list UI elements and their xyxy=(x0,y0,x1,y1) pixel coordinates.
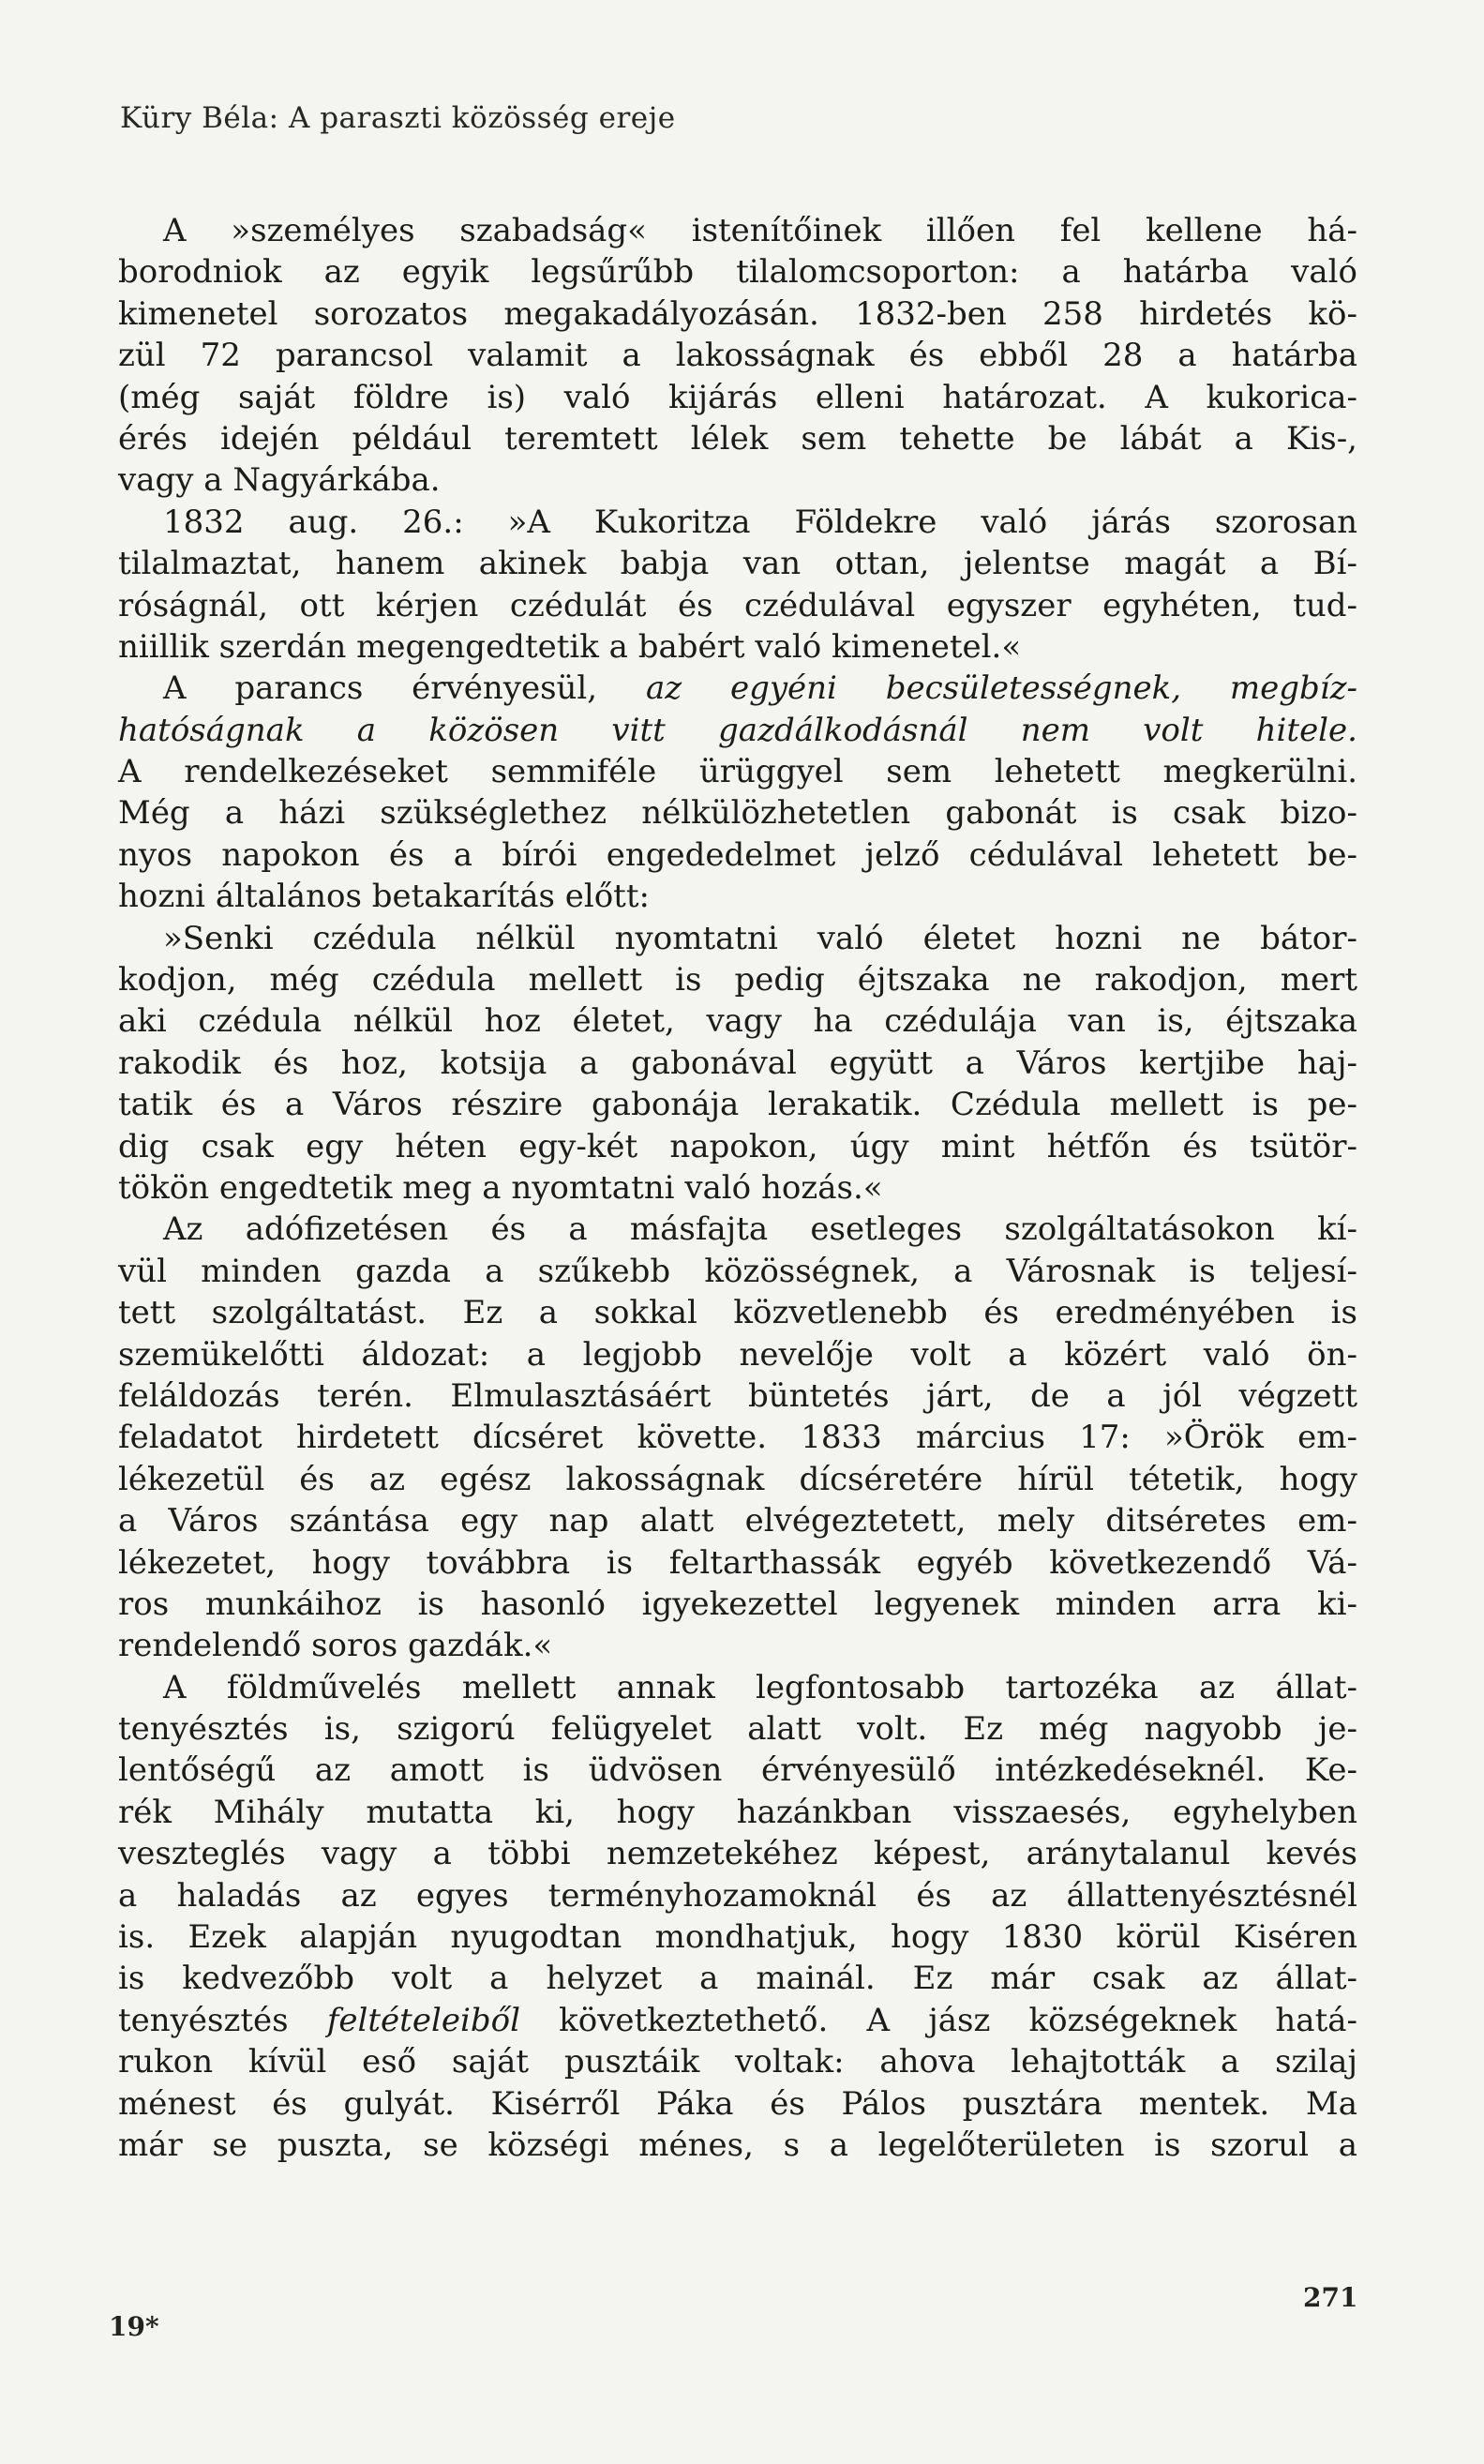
text-line xyxy=(118,459,1357,501)
text-run: következtethető. A jász községeknek hatá- xyxy=(559,2001,1358,2039)
text-run: kimenetel sorozatos megakadályozásán. 1832-ben 258 hirdetés kö- xyxy=(118,294,1357,333)
text-run: róságnál, ott kérjen czédulát és czédulával egyszer egyhéten, tud- xyxy=(118,586,1357,624)
text-line xyxy=(118,2125,1357,2166)
text-line xyxy=(118,710,1357,751)
text-line xyxy=(118,1792,1357,1833)
text-line xyxy=(118,1542,1357,1584)
text-line xyxy=(118,210,1357,251)
text-run: feláldozás terén. Elmulasztásáért büntetés járt, de a jól végzett xyxy=(118,1376,1357,1415)
body-text xyxy=(118,210,1357,2166)
text-line xyxy=(118,1584,1357,1625)
text-run: is. Ezek alapján nyugodtan mondhatjuk, hogy 1830 körül Kiséren xyxy=(118,1918,1357,1957)
text-run: is kedvezőbb volt a helyzet a mainál. Ez már csak az állat- xyxy=(118,1960,1357,1998)
text-line xyxy=(118,2083,1357,2125)
text-run: Az adófizetésen és a másfajta esetleges szolgáltatásokon kí- xyxy=(163,1210,1357,1249)
text-line xyxy=(118,377,1357,418)
text-run: feladatot hirdetett dícséret követte. 1833 március 17: »Örök em- xyxy=(118,1419,1357,1457)
text-line xyxy=(118,1667,1357,1708)
signature-mark: 19* xyxy=(109,2311,159,2342)
text-run: »Senki czédula nélkül nyomtatni való életet hozni ne bátor- xyxy=(163,919,1357,957)
text-line xyxy=(118,1084,1357,1125)
text-run: aki czédula nélkül hoz életet, vagy ha czédulája van is, éjtszaka xyxy=(118,1002,1357,1041)
text-line xyxy=(118,1375,1357,1417)
text-line xyxy=(118,1043,1357,1084)
text-line xyxy=(118,1875,1357,1916)
text-line xyxy=(118,502,1357,543)
text-run: tilalmaztat, hanem akinek babja van ottan, jelentse magát a Bí- xyxy=(118,545,1357,583)
text-line xyxy=(118,834,1357,876)
text-line xyxy=(118,1708,1357,1750)
text-run: a haladás az egyes terményhozamoknál és az állattenyésztésnél xyxy=(118,1876,1357,1915)
text-line xyxy=(118,418,1357,459)
text-run: szemükelőtti áldozat: a legjobb nevelője volt a közért való ön- xyxy=(118,1335,1357,1374)
text-line xyxy=(118,1251,1357,1292)
text-run: zül 72 parancsol valamit a lakosságnak és ebből 28 a határba xyxy=(118,337,1357,375)
text-run: kodjon, még czédula mellett is pedig éjtszaka ne rakodjon, mert xyxy=(118,961,1357,999)
text-run: A rendelkezéseket semmiféle ürüggyel sem lehetett megkerülni. xyxy=(118,753,1357,791)
text-run: lentőségű az amott is üdvösen érvényesülő intézkedéseknél. Ke- xyxy=(118,1751,1357,1790)
text-run: rakodik és hoz, kotsija a gabonával együtt a Város kertjibe haj- xyxy=(118,1044,1357,1082)
text-line xyxy=(118,668,1357,709)
text-line xyxy=(118,1167,1357,1209)
text-run: ménest és gulyát. Kisérről Páka és Pálos pusztára mentek. Ma xyxy=(118,2084,1357,2123)
text-line xyxy=(118,1459,1357,1500)
italic-run: feltételeiből xyxy=(326,2001,520,2039)
text-line xyxy=(118,959,1357,1000)
text-line xyxy=(118,251,1357,293)
text-run: A parancs érvényesül, xyxy=(163,669,598,708)
italic-run: az egyéni becsületességnek, megbíz- xyxy=(645,669,1357,708)
text-run: tatik és a Város részire gabonája lerakatik. Czédula mellett is pe- xyxy=(118,1086,1357,1124)
text-line xyxy=(118,293,1357,335)
text-line xyxy=(118,2000,1357,2041)
text-run: rukon kívül eső saját pusztáik voltak: ahova lehajtották a szilaj xyxy=(118,2043,1357,2081)
text-run: hozni általános betakarítás előtt: xyxy=(118,878,650,916)
text-line xyxy=(118,1750,1357,1791)
text-line xyxy=(118,792,1357,834)
text-run: A földművelés mellett annak legfontosabb tartozéka az állat- xyxy=(163,1668,1357,1706)
running-head: Küry Béla: A paraszti közösség ereje xyxy=(120,101,676,135)
text-line xyxy=(118,1292,1357,1333)
text-line xyxy=(118,1334,1357,1375)
text-line xyxy=(118,1209,1357,1250)
text-line xyxy=(118,1000,1357,1042)
text-line xyxy=(118,1916,1357,1958)
text-line xyxy=(118,918,1357,959)
text-run: már se puszta, se községi ménes, s a legelőterületen is szorul a xyxy=(118,2126,1357,2164)
text-run: niillik szerdán megengedtetik a babért való kimenetel.« xyxy=(118,627,1022,666)
text-run: tenyésztés is, szigorú felügyelet alatt volt. Ez még nagyobb je- xyxy=(118,1710,1357,1749)
text-run: a Város szántása egy nap alatt elvégeztetett, mely ditséretes em- xyxy=(118,1502,1357,1540)
text-line xyxy=(118,751,1357,792)
text-run: dig csak egy héten egy-két napokon, úgy mint hétfőn és tsütör- xyxy=(118,1127,1357,1165)
text-line xyxy=(118,585,1357,626)
text-line xyxy=(118,543,1357,584)
text-line xyxy=(118,626,1357,668)
text-run: (még saját földre is) való kijárás elleni határozat. A kukorica- xyxy=(118,378,1357,416)
text-run: rendelendő soros gazdák.« xyxy=(118,1627,553,1665)
text-line xyxy=(118,1126,1357,1167)
text-line xyxy=(118,876,1357,917)
text-line xyxy=(118,2041,1357,2082)
text-run: nyos napokon és a bírói engededelmet jelző cédulával lehetett be- xyxy=(118,835,1357,874)
text-line xyxy=(118,1958,1357,1999)
text-run: vül minden gazda a szűkebb közösségnek, a Városnak is teljesí- xyxy=(118,1252,1357,1290)
text-line xyxy=(118,1417,1357,1458)
page-number: 271 xyxy=(1303,2282,1358,2313)
text-run: rék Mihály mutatta ki, hogy hazánkban visszaesés, egyhelyben xyxy=(118,1793,1357,1831)
text-line xyxy=(118,1500,1357,1541)
text-run: 1832 aug. 26.: »A Kukoritza Földekre való járás szorosan xyxy=(163,503,1357,541)
text-run: érés idején például teremtett lélek sem tehette be lábát a Kis-, xyxy=(118,419,1357,458)
text-run: tett szolgáltatást. Ez a sokkal közvetlenebb és eredményében is xyxy=(118,1294,1357,1332)
text-run: lékezetet, hogy továbbra is feltarthassák egyéb következendő Vá- xyxy=(118,1543,1357,1582)
text-line xyxy=(118,335,1357,376)
text-run: vagy a Nagyárkába. xyxy=(118,461,441,500)
text-run: lékezetül és az egész lakosságnak dícséretére hírül tétetik, hogy xyxy=(118,1460,1357,1498)
text-line xyxy=(118,1625,1357,1666)
text-run: Még a házi szükséglethez nélkülözhetetlen gabonát is csak bizo- xyxy=(118,794,1357,833)
text-run: tenyésztés xyxy=(118,2001,289,2039)
text-run: borodniok az egyik legsűrűbb tilalomcsoporton: a határba való xyxy=(118,253,1357,292)
text-run: ros munkáihoz is hasonló igyekezettel legyenek minden arra ki- xyxy=(118,1585,1357,1623)
text-run: veszteglés vagy a többi nemzetekéhez képest, aránytalanul kevés xyxy=(118,1835,1357,1873)
italic-run: hatóságnak a közösen vitt gazdálkodásnál nem volt hitele. xyxy=(118,711,1357,749)
text-run: tökön engedtetik meg a nyomtatni való hozás.« xyxy=(118,1168,883,1207)
text-line xyxy=(118,1833,1357,1874)
text-run: A »személyes szabadság« istenítőinek illően fel kellene há- xyxy=(163,212,1357,249)
